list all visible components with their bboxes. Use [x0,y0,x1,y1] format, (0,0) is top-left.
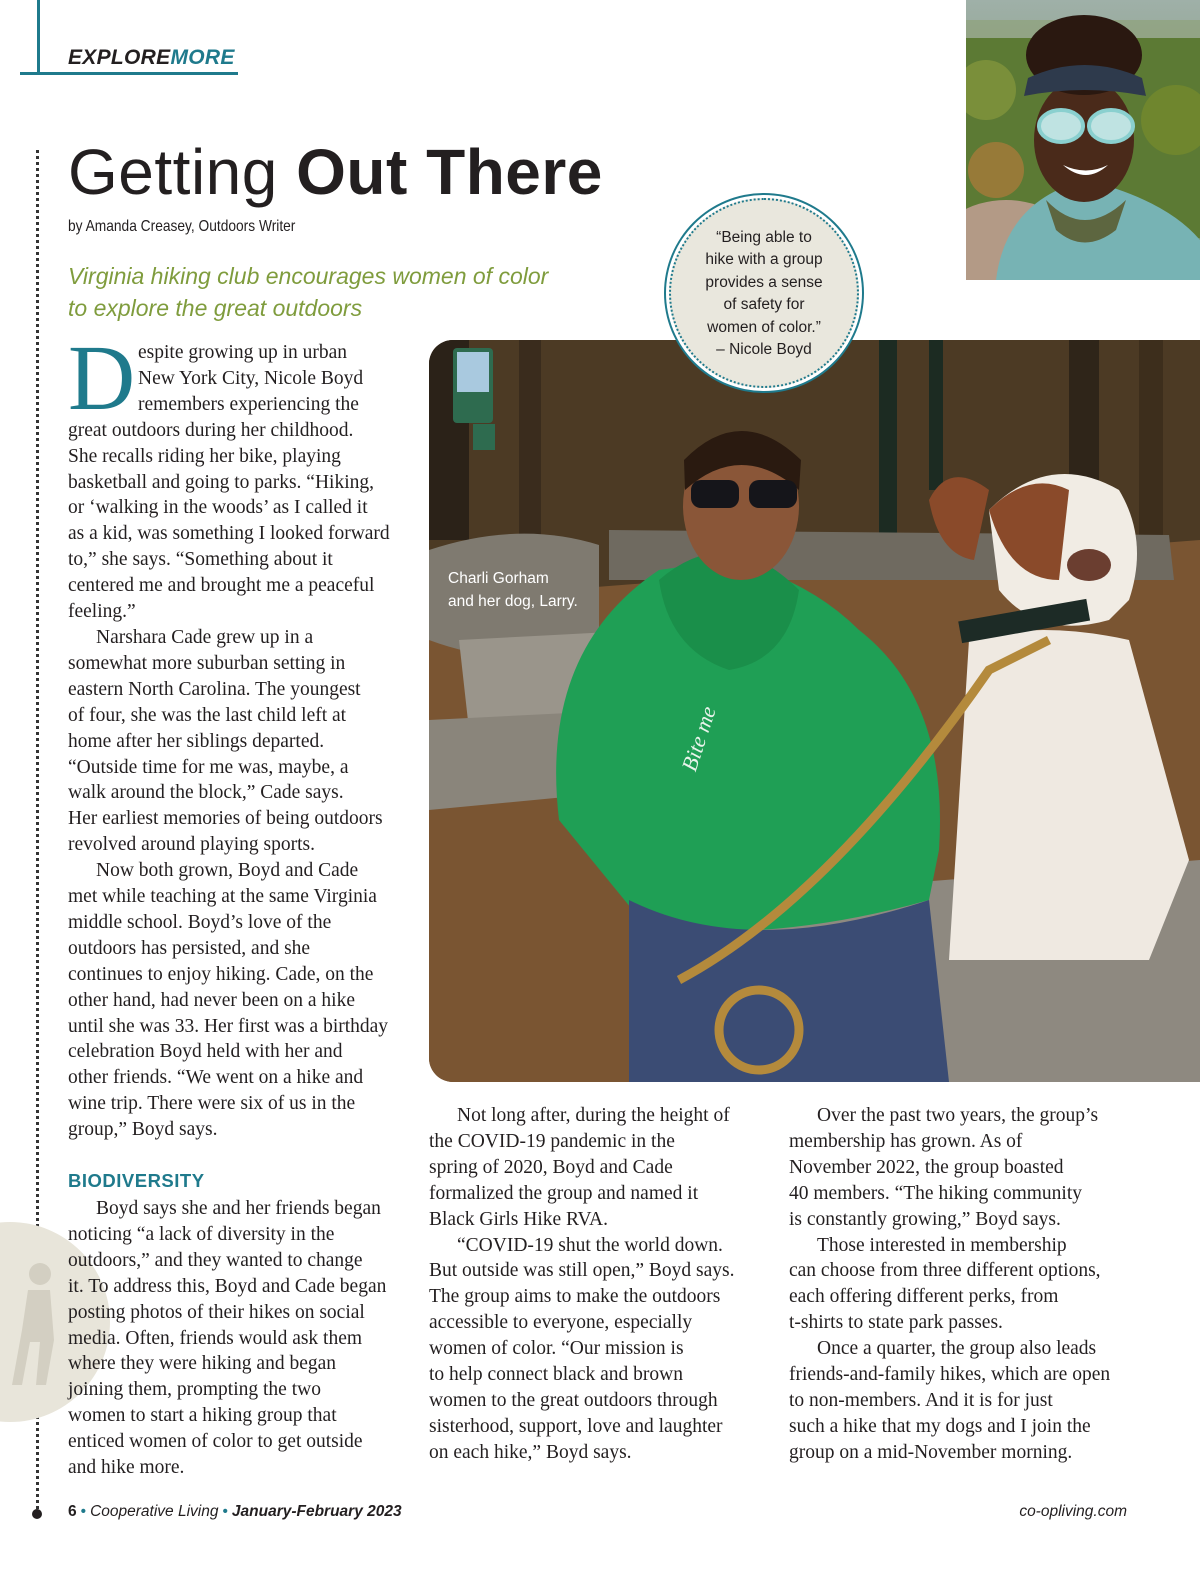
hiker-silhouette-icon [8,1260,68,1390]
text-line: spring of 2020, Boyd and Cade [429,1156,673,1178]
bullet-separator: • [80,1503,87,1520]
text-line: Not long after, during the height of [457,1105,730,1126]
page-number: 6 [68,1503,77,1520]
text-line: noticing “a lack of diversity in the [68,1223,335,1245]
section-rule [20,72,238,75]
text-line: membership has grown. As of [789,1130,1023,1152]
text-line: walk around the block,” Cade says. [68,782,344,804]
caption-line: Charli Gorham [448,570,549,587]
footer-url[interactable]: co-opliving.com [1019,1503,1127,1520]
text-line: women to start a hiking group that [68,1405,337,1427]
text-line: “COVID-19 shut the world down. [457,1234,723,1256]
text-line: t-shirts to state park passes. [789,1312,1003,1334]
text-line: “Outside time for me was, maybe, a [68,756,349,778]
body-column-1b [68,1196,413,1481]
issue-date: January-February 2023 [231,1503,402,1520]
pull-quote-line: provides a sense [705,273,823,291]
text-line: accessible to everyone, especially [429,1312,693,1334]
article-title [68,135,603,209]
text-line: feeling.” [68,601,136,623]
pull-quote-line: hike with a group [705,251,823,268]
magazine-name: Cooperative Living [90,1503,219,1520]
text-line: revolved around playing sports. [68,834,315,856]
body-column-3 [789,1103,1134,1466]
text-line: Boyd says she and her friends began [96,1198,381,1219]
page-footer [68,1503,402,1521]
text-line: of four, she was the last child left at [68,704,347,726]
text-line: formalized the group and named it [429,1182,699,1204]
text-line: Those interested in membership [817,1234,1067,1256]
byline: by Amanda Creasey, Outdoors Writer [68,218,296,235]
pull-quote-line: “Being able to [716,228,812,246]
caption-line: and her dog, Larry. [448,593,578,610]
pull-quote [669,198,859,388]
text-line: Once a quarter, the group also leads [817,1338,1097,1360]
pull-quote-line: of safety for [723,296,805,313]
text-line: outdoors has persisted, and she [68,937,311,959]
text-line: each offering different perks, from [789,1286,1059,1308]
text-line: women of color. “Our mission is [429,1338,684,1360]
paragraph [789,1336,1134,1466]
text-line: other hand, had never been on a hike [68,989,355,1011]
subhead-biodiversity: BIODIVERSITY [68,1170,205,1191]
text-line: it. To address this, Boyd and Cade began [68,1275,387,1297]
drop-cap: D [68,327,136,430]
text-line: can choose from three different options, [789,1260,1101,1282]
text-line: where they were hiking and began [68,1353,337,1375]
text-line: media. Often, friends would ask them [68,1327,363,1349]
text-line: met while teaching at the same Virginia [68,886,377,908]
article-dek [68,260,628,324]
text-line: eastern North Carolina. The youngest [68,678,361,700]
text-line: great outdoors during her childhood. [68,419,354,441]
paragraph [68,625,413,858]
text-line: centered me and brought me a peaceful [68,575,375,597]
paragraph [789,1103,1134,1233]
text-line: Black Girls Hike RVA. [429,1208,608,1230]
text-line: home after her siblings departed. [68,730,325,752]
main-photo-woman-and-dog [429,340,1200,1082]
text-line: or ‘walking in the woods’ as I called it [68,497,368,519]
paragraph [68,858,413,1143]
paragraph [68,1196,413,1481]
text-line: as a kid, was something I looked forward [68,523,390,545]
text-line: Narshara Cade grew up in a [96,626,314,648]
dek-line: Virginia hiking club encourages women of color [68,263,549,289]
text-line: wine trip. There were six of us in the [68,1093,356,1115]
text-line: friends-and-family hikes, which are open [789,1364,1111,1386]
text-line: somewhat more suburban setting in [68,652,346,674]
text-line: to,” she says. “Something about it [68,549,333,571]
text-line: Her earliest memories of being outdoors [68,808,383,830]
photo-caption [448,567,578,613]
text-line: outdoors,” and they wanted to change [68,1249,363,1271]
bullet-separator: • [222,1503,228,1520]
text-line: 40 members. “The hiking community [789,1182,1082,1204]
dek-line: to explore the great outdoors [68,295,363,321]
text-line: Now both grown, Boyd and Cade [96,860,359,882]
section-accent-bar [37,0,40,75]
text-line: basketball and going to parks. “Hiking, [68,471,374,493]
text-line: espite growing up in urban [138,342,348,363]
section-label-word1: EXPLORE [68,46,171,69]
text-line: such a hike that my dogs and I join the [789,1415,1091,1437]
text-line: and hike more. [68,1457,185,1479]
text-line: enticed women of color to get outside [68,1431,363,1453]
text-line: group,” Boyd says. [68,1119,218,1141]
text-line: November 2022, the group boasted [789,1156,1064,1178]
text-line: to non-members. And it is for just [789,1389,1053,1411]
text-line: continues to enjoy hiking. Cade, on the [68,963,374,985]
text-line: group on a mid-November morning. [789,1441,1073,1463]
pull-quote-attribution: – Nicole Boyd [716,341,812,358]
text-line: middle school. Boyd’s love of the [68,911,332,933]
body-column-2 [429,1103,759,1466]
hoodie-text: Bite me [676,703,721,775]
text-line: the COVID-19 pandemic in the [429,1130,675,1152]
text-line: other friends. “We went on a hike and [68,1067,364,1089]
text-line: The group aims to make the outdoors [429,1286,721,1308]
title-bold: Out There [296,136,603,208]
text-line: But outside was still open,” Boyd says. [429,1260,735,1282]
title-light: Getting [68,136,297,208]
paragraph [68,327,413,625]
body-column-1 [68,327,413,1143]
text-line: posting photos of their hikes on social [68,1301,365,1323]
paragraph [429,1103,759,1233]
text-line: New York City, Nicole Boyd [138,367,364,389]
text-line: joining them, prompting the two [68,1379,321,1401]
text-line: She recalls riding her bike, playing [68,445,341,467]
section-label-word2: MORE [170,46,235,69]
text-line: women to the great outdoors through [429,1389,718,1411]
margin-line-end-dot [32,1509,42,1519]
text-line: on each hike,” Boyd says. [429,1441,632,1463]
paragraph [789,1233,1134,1337]
text-line: is constantly growing,” Boyd says. [789,1208,1061,1230]
text-line: sisterhood, support, love and laughter [429,1415,723,1437]
section-label [68,46,235,70]
text-line: to help connect black and brown [429,1364,683,1386]
paragraph [429,1233,759,1466]
text-line: celebration Boyd held with her and [68,1041,343,1063]
text-line: remembers experiencing the [138,393,359,415]
text-line: until she was 33. Her first was a birthday [68,1015,389,1037]
pull-quote-line: women of color.” [707,318,821,336]
portrait-photo-nicole-boyd [966,0,1200,280]
text-line: Over the past two years, the group’s [817,1105,1099,1126]
